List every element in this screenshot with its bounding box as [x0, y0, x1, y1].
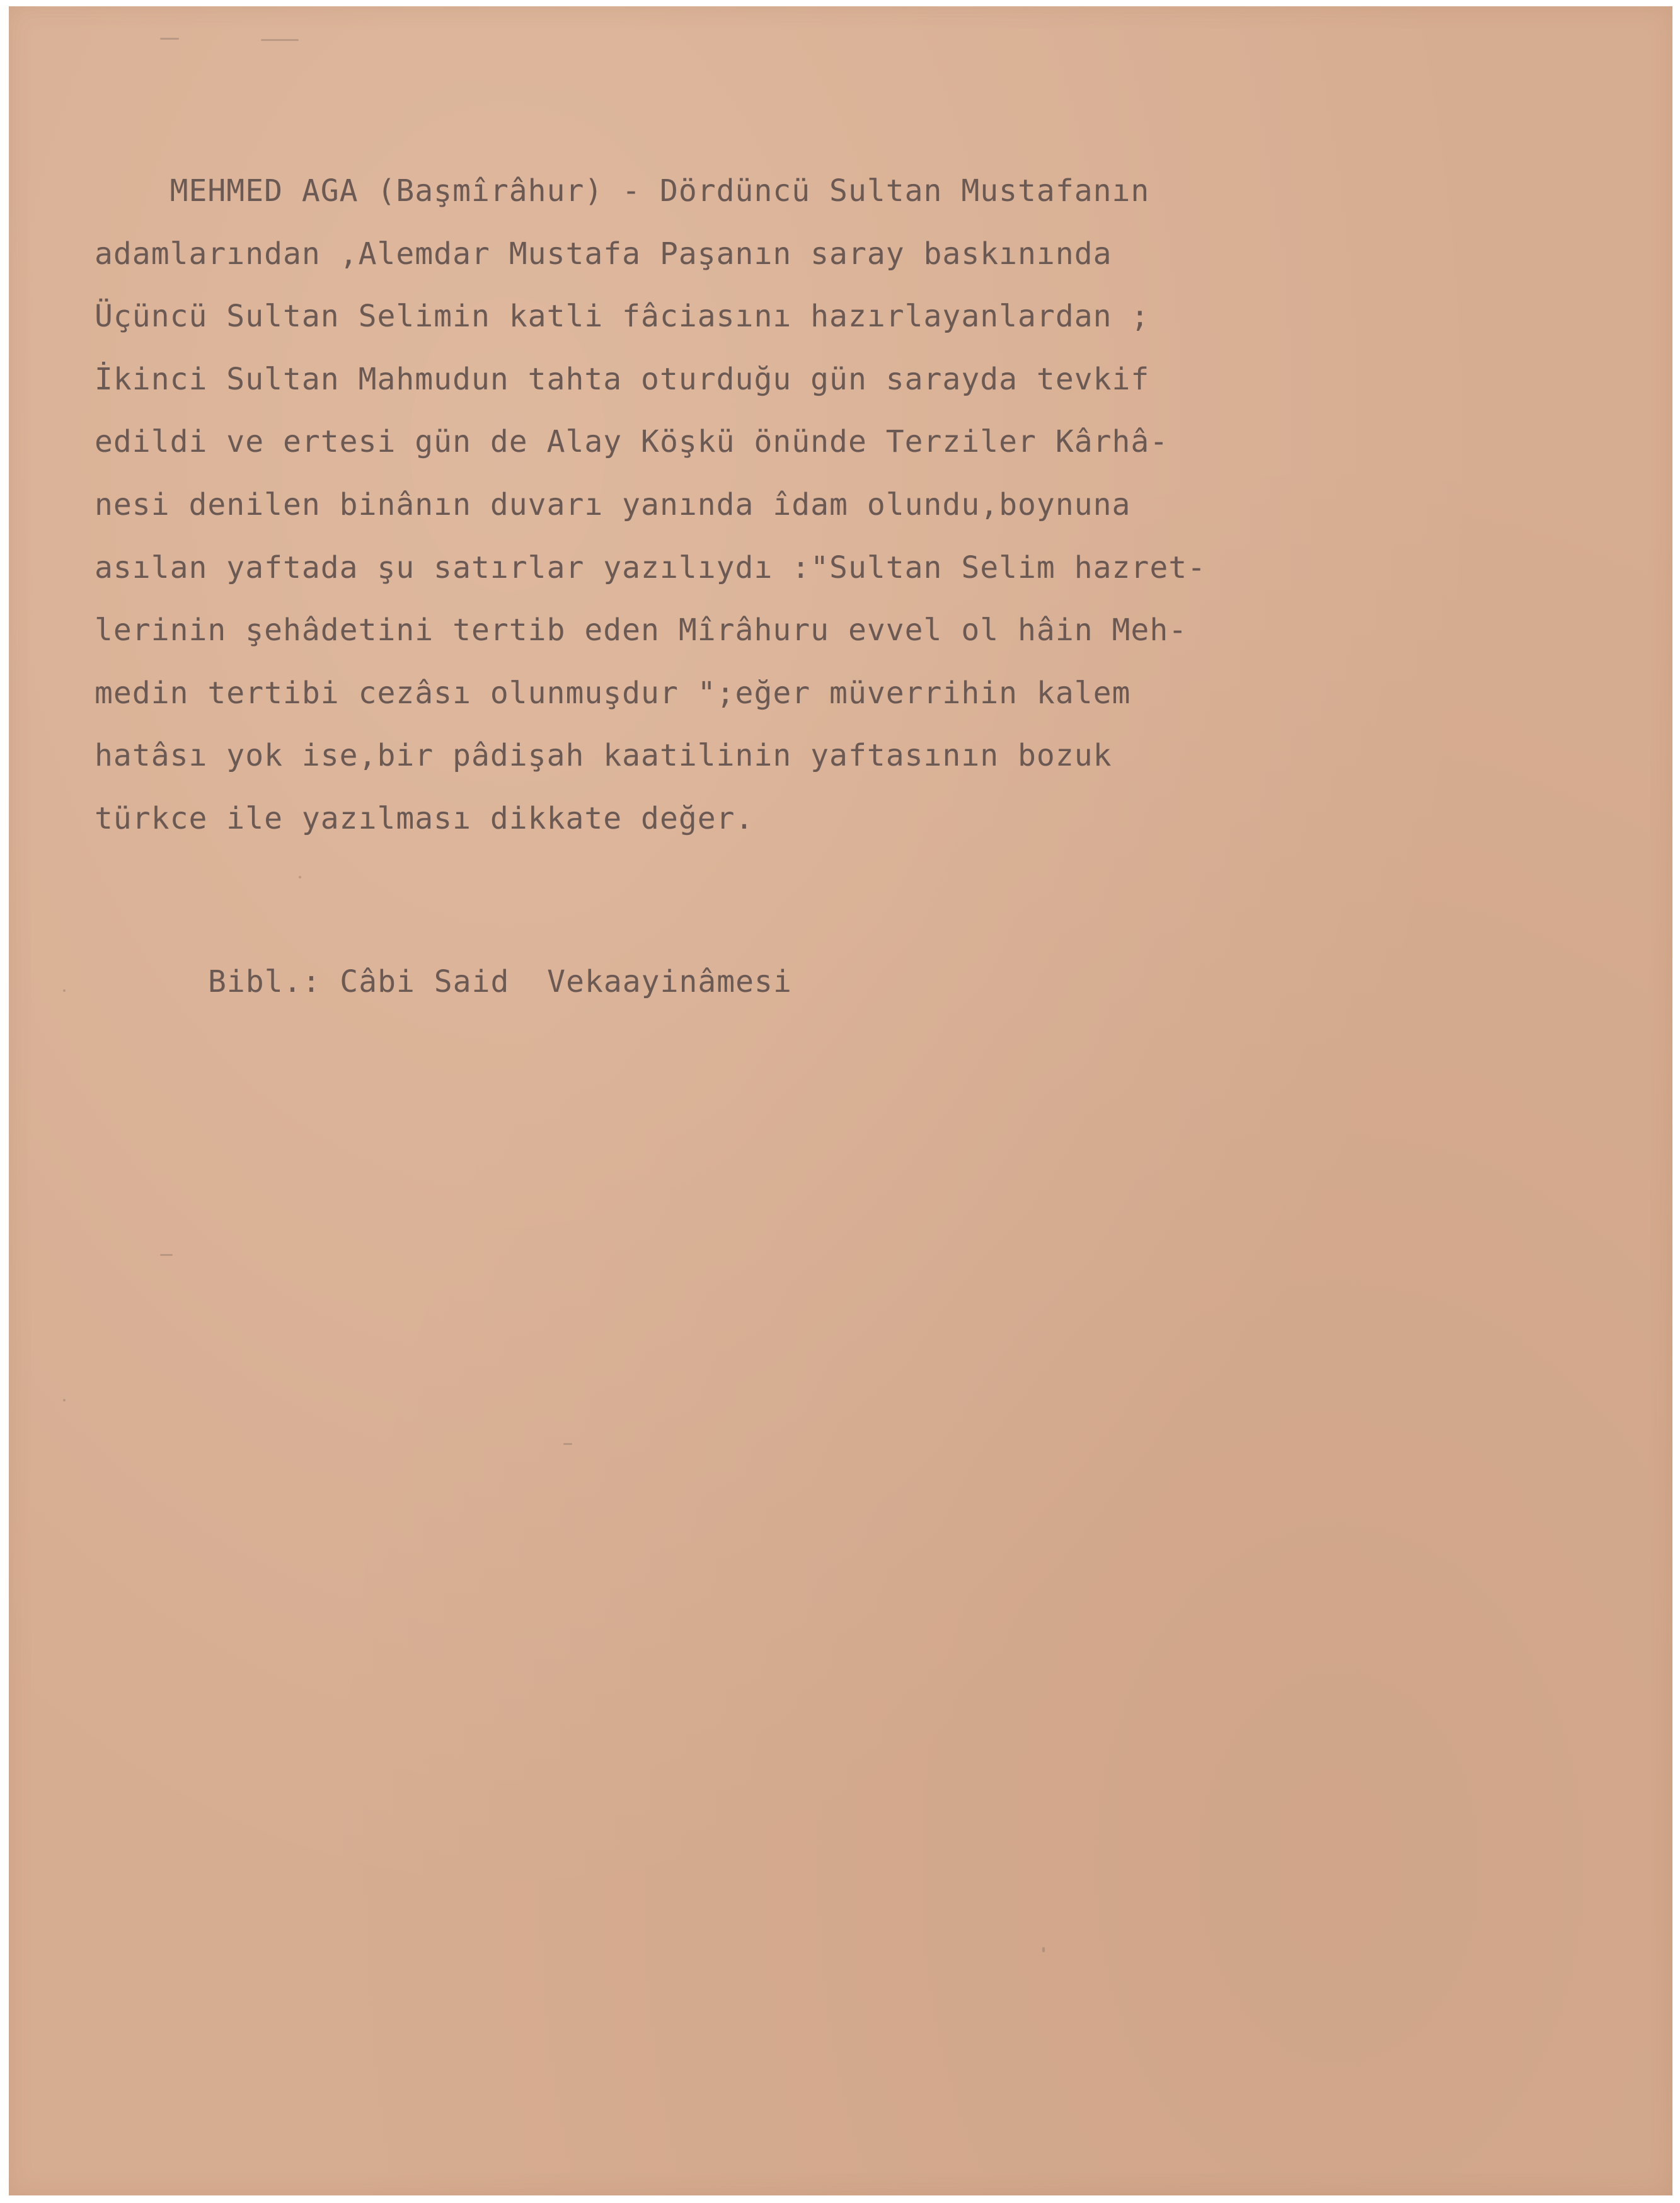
paper-speck — [299, 876, 301, 878]
text-line-4: İkinci Sultan Mahmudun tahta oturduğu gün sarayda tevkif — [95, 361, 1150, 397]
text-line-7: asılan yaftada şu satırlar yazılıydı :"Sultan Selim hazret- — [95, 549, 1207, 585]
text-line-5: edildi ve ertesi gün de Alay Köşkü önünde Terziler Kârhâ- — [95, 424, 1169, 460]
text-line-9: medin tertibi cezâsı olunmuşdur ";eğer müverrihin kalem — [95, 675, 1131, 711]
text-line-1: MEHMED AGA (Başmîrâhur) - Dördüncü Sultan Mustafanın — [95, 173, 1150, 209]
paper-sheet — [9, 6, 1672, 2195]
paper-speck — [1042, 1947, 1045, 1952]
text-line-2: adamlarından ,Alemdar Mustafa Paşanın saray baskınında — [95, 236, 1112, 272]
text-line-10: hatâsı yok ise,bir pâdişah kaatilinin yaftasının bozuk — [95, 738, 1112, 774]
paper-speck — [261, 39, 299, 41]
paper-speck — [160, 38, 179, 40]
text-line-11: türkce ile yazılması dikkate değer. — [95, 800, 754, 836]
text-line-8: lerinin şehâdetini tertib eden Mîrâhuru evvel ol hâin Meh- — [95, 613, 1188, 648]
paper-speck — [63, 989, 66, 992]
text-line-6: nesi denilen binânın duvarı yanında îdam olundu,boynuna — [95, 486, 1131, 522]
bibliography-line: Bibl.: Câbi Said Vekaayinâmesi — [208, 964, 792, 999]
text-line-3: Üçüncü Sultan Selimin katli fâciasını hazırlayanlardan ; — [95, 299, 1150, 335]
paper-speck — [63, 1399, 66, 1401]
paper-speck — [563, 1443, 572, 1445]
entry-text — [95, 160, 1594, 851]
paper-speck — [160, 1254, 173, 1256]
